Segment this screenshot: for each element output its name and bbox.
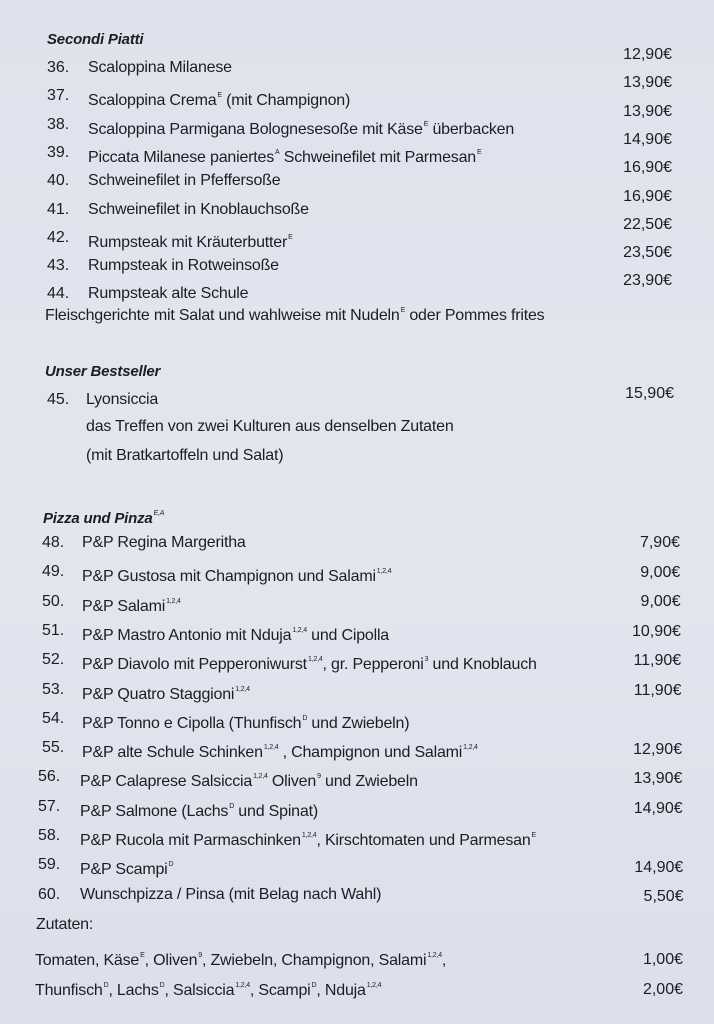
menu-item-name (88, 256, 279, 276)
item-description: (mit Bratkartoffeln und Salat) (86, 447, 284, 464)
menu-item-name (88, 200, 309, 220)
item-price: 13,90€ (623, 74, 672, 92)
item-text: und Spinat) (234, 802, 318, 820)
item-text: , gr. Pepperoni (322, 656, 424, 674)
item-price: 10,90€ (631, 622, 681, 640)
item-text: , Lachs (108, 982, 159, 999)
allergen-note: 1,2,4 (463, 744, 478, 752)
item-text: Schweinefilet mit Parmesan (279, 148, 476, 166)
allergen-note: D (103, 982, 109, 989)
item-number: 56. (38, 768, 61, 786)
allergen-note: 1,2,4 (235, 982, 250, 989)
item-text: P&P Scampi (80, 861, 168, 879)
item-text: und Zwiebeln) (307, 714, 410, 732)
item-number: 57. (38, 797, 61, 815)
item-price: 14,90€ (623, 130, 672, 148)
item-number: 60. (38, 885, 61, 903)
item-text: und Knoblauch (428, 656, 537, 674)
item-text: Piccata Milanese paniertes (88, 148, 275, 166)
item-text: , Kirschtomaten und Parmesan (316, 832, 531, 849)
item-number: 40. (47, 172, 70, 190)
allergen-note: 1,2,4 (307, 656, 323, 664)
allergen-note: 1,2,4 (253, 773, 268, 781)
item-number: 55. (42, 739, 65, 757)
allergen-note: 1,2,4 (166, 597, 181, 605)
item-price: 11,90€ (633, 652, 682, 669)
item-number: 49. (42, 563, 65, 581)
item-price: 12,90€ (623, 46, 672, 63)
ingredient-list (35, 976, 381, 1001)
section-heading-bestseller: Unser Bestseller (45, 363, 161, 380)
item-text: Rumpsteak alte Schule (88, 285, 249, 303)
item-price: 14,90€ (633, 799, 683, 817)
item-text: , Zwiebeln, Champignon, Salami (201, 952, 427, 969)
allergen-note: D (229, 802, 235, 810)
allergen-note: 1,2,4 (292, 626, 307, 634)
zutaten-label: Zutaten: (36, 916, 94, 933)
item-text: , Scampi (249, 982, 311, 999)
item-price: 14,90€ (634, 858, 684, 876)
item-number: 42. (47, 228, 70, 246)
item-text: Tomaten, Käse (35, 952, 140, 969)
item-number: 41. (47, 200, 70, 218)
item-text: P&P Mastro Antonio mit Nduja (82, 626, 292, 644)
menu-item-name (82, 562, 391, 587)
heading-text: Pizza und Pinza (43, 510, 153, 527)
item-text: P&P Salmone (Lachs (80, 802, 229, 820)
item-price: 13,90€ (623, 102, 672, 120)
item-text: Wunschpizza / Pinsa (mit Belag nach Wahl) (80, 885, 382, 903)
item-text: P&P Diavolo mit Pepperoniwurst (82, 656, 307, 674)
item-number: 44. (47, 285, 70, 303)
item-text: Schweinefilet in Pfeffersoße (88, 172, 281, 190)
item-number: 39. (47, 143, 70, 161)
menu-item-name: Lyonsiccia (86, 391, 159, 408)
item-text: P&P Quatro Staggioni (82, 685, 235, 703)
allergen-note: 1,2,4 (263, 744, 279, 752)
allergen-note: E (476, 148, 482, 156)
item-text: überbacken (428, 120, 515, 138)
item-price: 23,90€ (623, 272, 672, 290)
item-text: Rumpsteak mit Kräuterbutter (88, 233, 288, 251)
item-text: Thunfisch (35, 982, 103, 999)
section-heading-secondi: Secondi Piatti (47, 31, 144, 48)
menu-item-name (88, 171, 280, 191)
menu-item-name (88, 58, 232, 78)
allergen-note: E (140, 952, 145, 959)
menu-item-name (88, 143, 481, 168)
menu-item-name (82, 533, 246, 553)
menu-item-name (82, 650, 537, 675)
item-text: Scaloppina Crema (88, 92, 217, 110)
item-price: 5,50€ (643, 888, 684, 905)
item-text: P&P Rucola mit Parmaschinken (80, 832, 301, 849)
section-note (45, 301, 544, 326)
item-number: 51. (42, 621, 65, 639)
allergen-note: D (302, 714, 308, 722)
allergen-note: E (288, 233, 293, 241)
item-description: das Treffen von zwei Kulturen aus denselben Zutaten (86, 418, 454, 435)
section-heading-pizza (43, 504, 164, 529)
allergen-note: E,A (153, 510, 165, 517)
item-number: 52. (42, 651, 65, 669)
item-text: , (441, 952, 447, 969)
item-text: Scaloppina Parmigana Bolognesesoße mit Käse (88, 120, 423, 138)
menu-item-name (82, 592, 181, 617)
allergen-note: 1,2,4 (235, 685, 250, 693)
item-number: 59. (38, 856, 61, 874)
item-price: 16,90€ (623, 159, 672, 177)
item-number: 36. (47, 59, 70, 76)
allergen-note: 1,2,4 (301, 832, 317, 839)
item-number: 48. (42, 534, 65, 551)
ingredient-list (35, 946, 446, 971)
item-text: (mit Champignon) (221, 92, 351, 110)
item-text: Rumpsteak in Rotweinsoße (88, 257, 279, 275)
allergen-note: D (311, 982, 317, 989)
item-text: und Cipolla (306, 626, 390, 644)
item-number: 54. (42, 709, 65, 727)
item-number: 37. (47, 87, 70, 105)
allergen-note: A (275, 148, 280, 156)
item-number: 38. (47, 115, 70, 133)
menu-item-name (82, 621, 389, 646)
item-price: 11,90€ (633, 681, 682, 699)
item-number: 58. (38, 827, 61, 844)
allergen-note: E (400, 307, 406, 314)
item-text: P&P Gustosa mit Champignon und Salami (82, 568, 376, 586)
item-text: P&P Calaprese Salsiccia (80, 773, 253, 791)
menu-item-name (88, 86, 350, 111)
allergen-note: 1,2,4 (427, 952, 442, 959)
item-text: oder Pommes frites (405, 307, 545, 324)
item-number: 43. (47, 257, 70, 275)
item-text: Schweinefilet in Knoblauchsoße (88, 200, 309, 218)
item-text: P&P alte Schule Schinken (82, 744, 263, 762)
item-price: 9,00€ (640, 563, 681, 581)
menu-item-name (80, 885, 381, 905)
item-text: P&P Regina Margeritha (82, 534, 246, 551)
allergen-note: E (217, 92, 222, 100)
menu-item-name (88, 115, 514, 140)
allergen-note: 1,2,4 (366, 982, 382, 989)
item-text: und Zwiebeln (320, 773, 418, 791)
item-text: , Oliven (144, 952, 198, 969)
item-text: P&P Salami (82, 597, 166, 615)
item-text: Fleischgerichte mit Salat und wahlweise mit Nudeln (45, 307, 400, 324)
menu-item-name (80, 797, 318, 822)
item-price: 23,50€ (623, 244, 672, 262)
item-price: 15,90€ (625, 385, 674, 402)
menu-item-name (82, 709, 409, 734)
ingredient-price: 2,00€ (642, 981, 683, 998)
menu-item-name (82, 738, 478, 763)
allergen-note: D (159, 982, 165, 989)
item-number: 45. (47, 391, 70, 408)
item-text: Oliven (267, 773, 317, 791)
menu-item-name (80, 826, 536, 851)
allergen-note: E (531, 832, 537, 839)
item-text: , Nduja (316, 982, 366, 999)
allergen-note: 1,2,4 (376, 568, 392, 576)
item-price: 16,90€ (623, 187, 672, 205)
item-number: 53. (42, 680, 65, 698)
item-text: , Salsiccia (164, 982, 235, 999)
item-price: 12,90€ (633, 740, 683, 758)
allergen-note: E (423, 120, 429, 128)
menu-item-name (82, 680, 250, 705)
menu-item-name (80, 855, 173, 880)
allergen-note: 9 (198, 952, 202, 959)
item-price: 22,50€ (623, 215, 672, 233)
allergen-note: D (168, 861, 174, 869)
item-text: P&P Tonno e Cipolla (Thunfisch (82, 714, 302, 732)
allergen-note: 9 (317, 773, 321, 781)
item-text: , Champignon und Salami (278, 744, 463, 762)
item-price: 13,90€ (633, 770, 683, 787)
item-price: 9,00€ (640, 593, 681, 610)
menu-item-name (80, 767, 418, 792)
allergen-note: 3 (424, 656, 429, 664)
item-number: 50. (42, 592, 65, 610)
item-price: 7,90€ (639, 534, 680, 551)
item-text: Scaloppina Milanese (88, 59, 232, 76)
menu-item-name (88, 228, 293, 253)
ingredient-price: 1,00€ (642, 951, 683, 968)
